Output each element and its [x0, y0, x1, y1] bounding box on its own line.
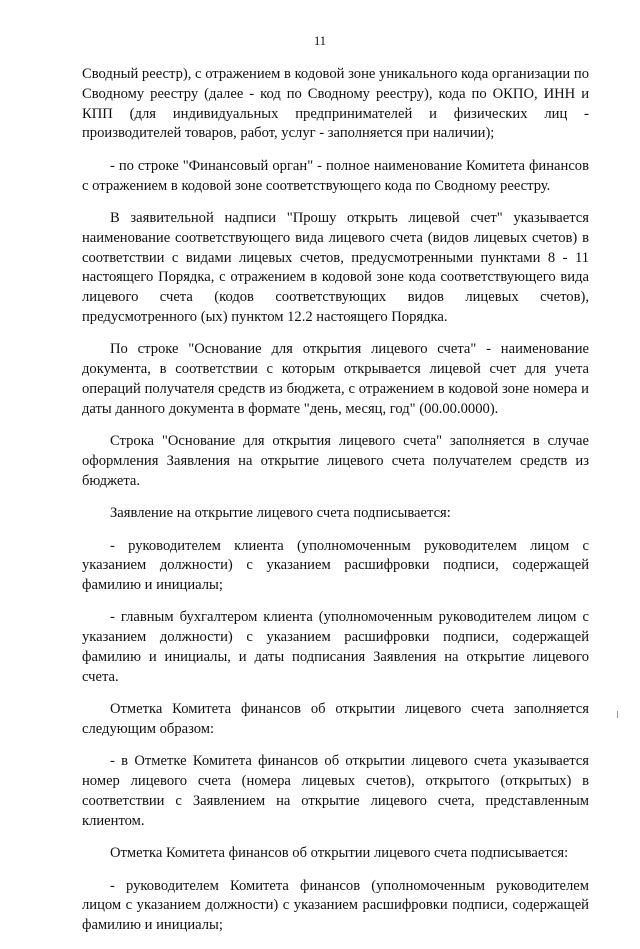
scan-edge-mark [617, 711, 618, 718]
page-number: 11 [313, 34, 327, 48]
paragraph-osnovanie-zapolnyaetsya: Строка "Основание для открытия лицевого счета" заполняется в случае оформления Заявления на открытие лицевого счета получателем средств из бюджета. [82, 433, 589, 489]
paragraph-otmetka-podpisyvaetsya: Отметка Комитета финансов об открытии лицевого счета подписывается: [110, 845, 569, 862]
paragraph-finansovy-organ: - по строке "Финансовый орган" - полное наименование Комитета финансов с отражением в кодовой зоне соответствующего кода по Сводному реестру. [82, 157, 589, 194]
paragraph-zayavlenie-podpisyvaetsya: Заявление на открытие лицевого счета подписывается: [110, 505, 451, 522]
paragraph-glavny-buhgalter: - главным бухгалтером клиента (уполномоченным руководителем лицом с указанием должности) с указанием расшифровки подписи, содержащей фамилию и инициалы, и даты подписания Заявления на открытие лицевого счета. [82, 609, 589, 685]
paragraph-osnovanie-stroka: По строке "Основание для открытия лицевого счета" - наименование документа, в соответствии с которым открывается лицевой счет для учета операций получателя средств из бюджета, с отражением в кодовой зоне номера и даты данного документа в формате "день, месяц, год" (00.00.0000). [82, 341, 589, 417]
paragraph-continuation-svodny-reestr: Сводный реестр), с отражением в кодовой зоне уникального кода организации по Сводному реестру (далее - код по Сводному реестру), кода по ОКПО, ИНН и КПП (для индивидуальных предпринимателей и физических лиц - производителей товаров, работ, услуг - заполняется при наличии); [82, 66, 589, 142]
paragraph-rukovoditel-komiteta: - руководителем Комитета финансов (уполномоченным руководителем лицом с указанием должности) с указанием расшифровки подписи, содержащей фамилию и инициалы; [82, 877, 589, 934]
paragraph-otmetka-zapolnyaetsya: Отметка Комитета финансов об открытии лицевого счета заполняется следующим образом: [82, 701, 589, 738]
paragraph-rukovoditel-klienta: - руководителем клиента (уполномоченным руководителем лицом с указанием должности) с указанием расшифровки подписи, содержащей фамилию и инициалы; [82, 537, 589, 594]
paragraph-otmetka-ukazyvaetsya: - в Отметке Комитета финансов об открытии лицевого счета указывается номер лицевого счета (номера лицевых счетов), открытого (открытых) в соответствии с Заявлением на открытие лицевого счета, представленным клиентом. [82, 753, 589, 829]
paragraph-zayavitelnaya-nadpis: В заявительной надписи "Прошу открыть лицевой счет" указывается наименование соответствующего вида лицевого счета (видов лицевых счетов) в соответствии с видами лицевых счетов, предусмотренными пунктами 8 - 11 настоящего Порядка, с отражением в кодовой зоне кода соответствующего вида лицевого счета (кодов соответствующих видов лицевых счетов), предусмотренного (ых) пунктом 12.2 настоящего Порядка. [82, 209, 589, 325]
document-body [82, 65, 589, 949]
